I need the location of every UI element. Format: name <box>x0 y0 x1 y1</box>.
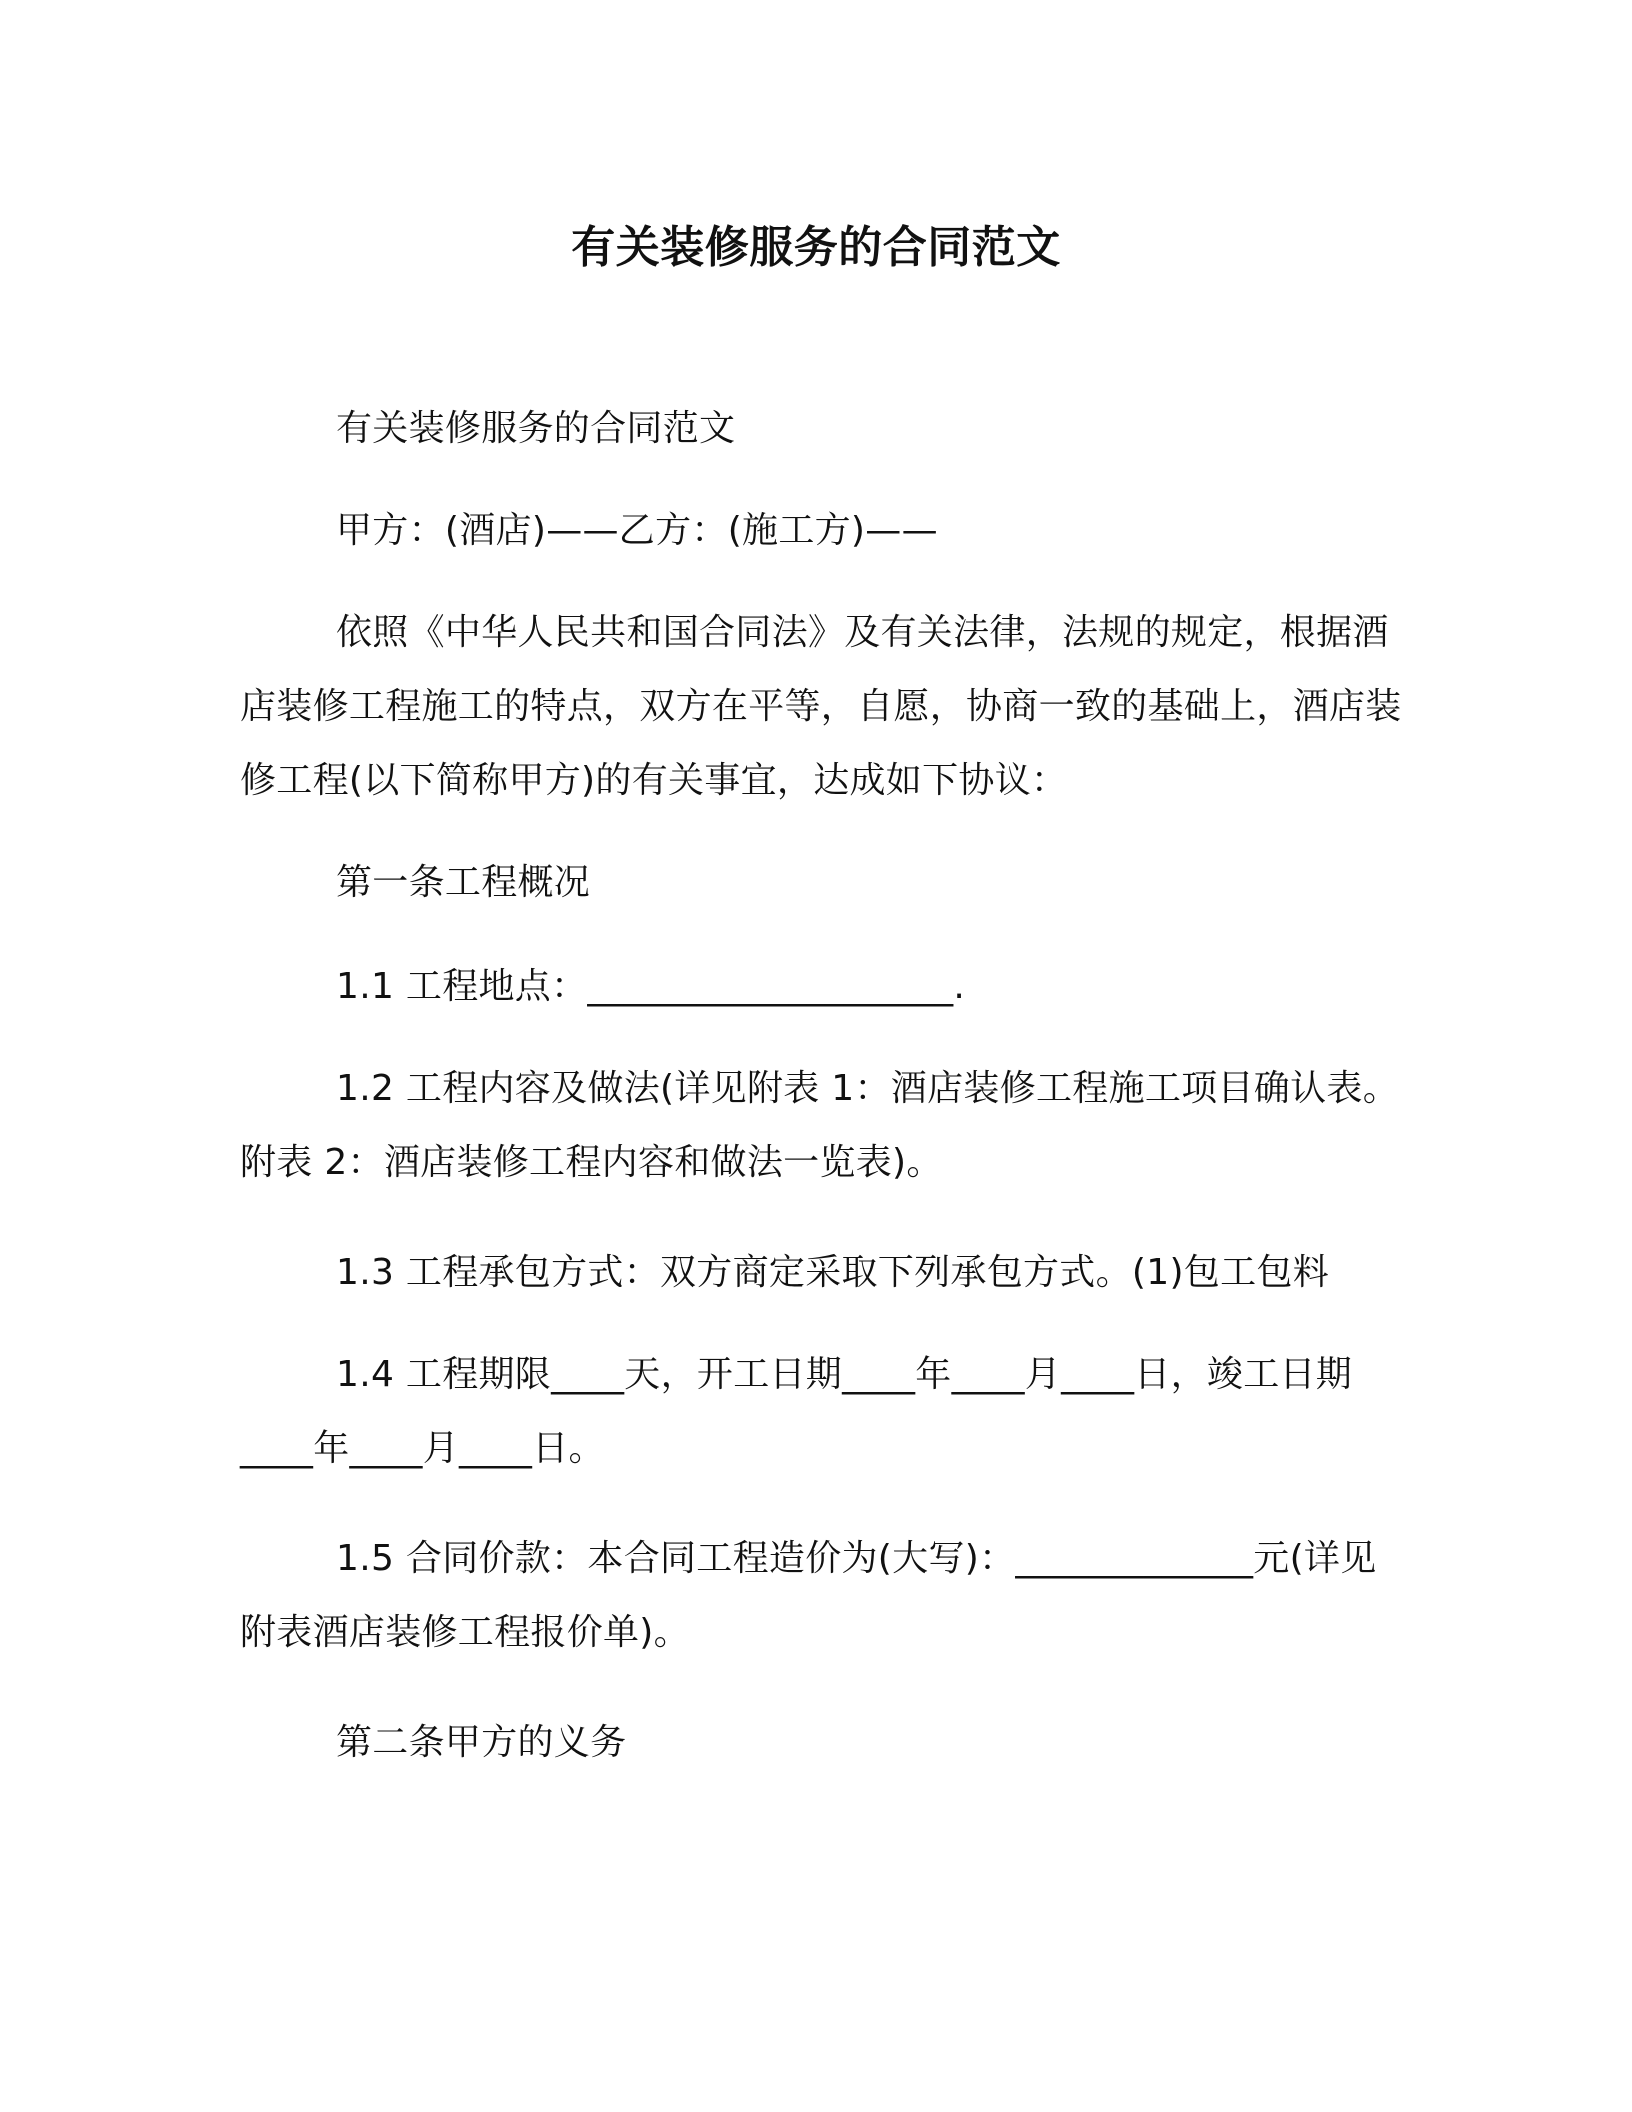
section-heading-2: 第二条甲方的义务 <box>336 1722 627 1763</box>
paragraph-preamble: 依照《中华人民共和国合同法》及有关法律，法规的规定，根据酒店装修工程施工的特点，双方在平等，自愿，协商一致的基础上，酒店装修工程(以下简称甲方)的有关事宜，达成如下协议： <box>240 612 1402 801</box>
paragraph-subtitle: 有关装修服务的合同范文 <box>336 408 736 449</box>
document-title: 有关装修服务的合同范文 <box>571 222 1061 273</box>
clause-1-1: 1.1 工程地点：____________________. <box>336 966 966 1007</box>
clause-1-4: 1.4 工程期限____天，开工日期____年____月____日，竣工日期____年____月____日。 <box>240 1354 1353 1469</box>
clause-1-3: 1.3 工程承包方式：双方商定采取下列承包方式。(1)包工包料 <box>336 1252 1329 1293</box>
section-heading-1: 第一条工程概况 <box>336 862 591 903</box>
clause-1-2: 1.2 工程内容及做法(详见附表 1：酒店装修工程施工项目确认表。附表 2：酒店装修工程内容和做法一览表)。 <box>240 1068 1399 1183</box>
clause-1-5: 1.5 合同价款：本合同工程造价为(大写)：_____________元(详见附表酒店装修工程报价单)。 <box>240 1538 1377 1653</box>
paragraph-parties: 甲方：(酒店)——乙方：(施工方)—— <box>336 510 938 551</box>
